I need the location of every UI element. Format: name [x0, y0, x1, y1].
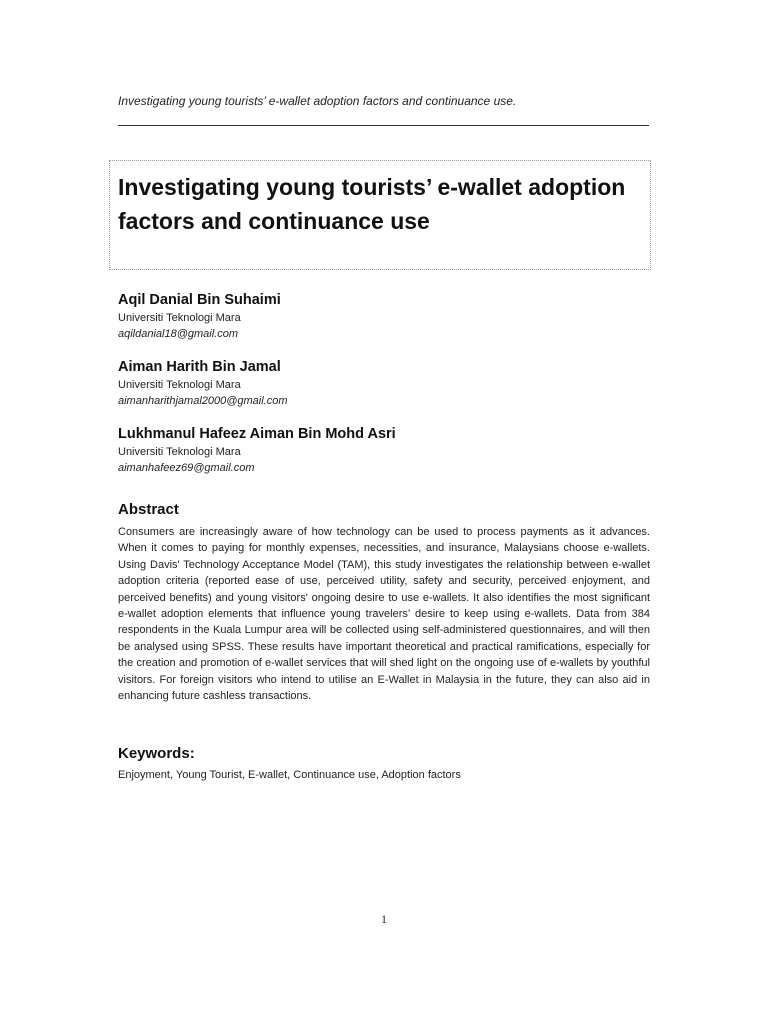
- author-name: Lukhmanul Hafeez Aiman Bin Mohd Asri: [118, 426, 396, 442]
- abstract-text: Consumers are increasingly aware of how technology can be used to process payments as it advances. When it comes to paying for monthly expenses, necessities, and insurance, Malaysians choose e-wallets. Using Davis' Technology Acceptance Model (TAM), this study investigates the relationship between e-wallet adoption criteria (reported ease of use, perceived utility, safety and security, perceived enjoyment, and perceived benefits) and young visitors' ongoing desire to use e-wallets. It also identifies the most significant e-wallet adoption elements that influence young travelers’ desire to keep using e-wallets. Data from 384 respondents in the Kuala Lumpur area will be collected using self-administered questionnaires, and will then be analysed using SPSS. These results have important theoretical and practical ramifications, especially for the creation and promotion of e-wallet services that will shed light on the ongoing use of e-wallets by youthful visitors. For foreign visitors who intend to utilise an E-Wallet in Malaysia in the future, they can also aid in enhancing future cashless transactions.: [118, 526, 650, 703]
- keywords-heading: Keywords:: [118, 745, 195, 762]
- abstract-heading: Abstract: [118, 501, 179, 518]
- author-name: Aqil Danial Bin Suhaimi: [118, 292, 281, 308]
- keywords-text: Enjoyment, Young Tourist, E-wallet, Continuance use, Adoption factors: [118, 769, 461, 781]
- author-name: Aiman Harith Bin Jamal: [118, 359, 281, 375]
- author-block-3: [118, 425, 396, 476]
- author-block-2: [118, 358, 288, 409]
- running-header: Investigating young tourists’ e-wallet adoption factors and continuance use.: [118, 94, 517, 108]
- author-affiliation: Universiti Teknologi Mara: [118, 446, 241, 458]
- title-box: [109, 160, 651, 270]
- author-email: aimanharithjamal2000@gmail.com: [118, 395, 288, 407]
- page-number: 1: [381, 912, 387, 926]
- author-email: aimanhafeez69@gmail.com: [118, 462, 255, 474]
- author-affiliation: Universiti Teknologi Mara: [118, 379, 241, 391]
- author-block-1: [118, 291, 281, 342]
- paper-title: Investigating young tourists’ e-wallet adoption factors and continuance use: [118, 174, 626, 234]
- author-affiliation: Universiti Teknologi Mara: [118, 312, 241, 324]
- header-rule: [118, 125, 649, 126]
- author-email: aqildanial18@gmail.com: [118, 328, 239, 340]
